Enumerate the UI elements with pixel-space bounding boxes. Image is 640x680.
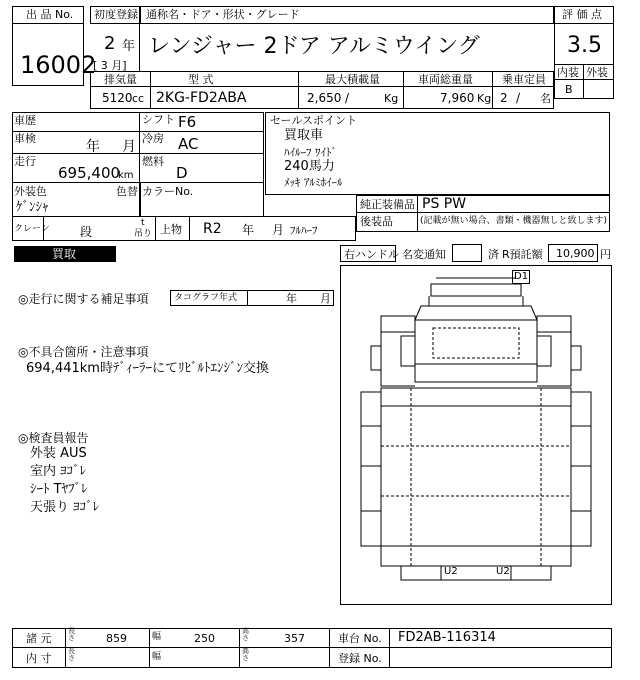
inspector-title: ◎検査員報告 — [18, 431, 89, 445]
recycle-label: 済 — [488, 248, 499, 261]
tachograph-label: タコグラフ年式 — [174, 293, 238, 303]
interior-label: 内装 — [557, 66, 579, 79]
capacity-unit: 名 — [540, 92, 551, 105]
tachograph-month-unit: 月 — [320, 292, 331, 305]
sales-point-line-2: ﾊｲﾙｰﾌ ﾜｲﾄﾞ — [284, 146, 337, 159]
grade-label: 評 価 点 — [562, 8, 602, 21]
mark-d1: D1 — [514, 271, 529, 282]
length-value: 859 — [106, 632, 127, 645]
aftermarket-note: (記載が無い場合、書類・機器無しと致します) — [420, 216, 608, 226]
sales-point-line-1: 買取車 — [284, 128, 324, 143]
first-reg-month: [ 3 月] — [93, 59, 127, 72]
aircon-label: 冷房 — [142, 132, 164, 145]
grade-value: 3.5 — [567, 33, 602, 58]
model-type-label: 型 式 — [188, 73, 214, 86]
lot-number: 16002 — [20, 51, 97, 79]
history-label: 車歴 — [14, 114, 36, 127]
dims-label: 諸 元 — [26, 632, 52, 645]
recycle-fee-label: R預託額 — [502, 248, 543, 261]
width-label: 幅 — [152, 632, 162, 642]
first-reg-year-unit: 年 — [122, 39, 136, 54]
change-notice-label: 名変通知 — [402, 248, 446, 261]
max-load-label: 最大積載量 — [325, 73, 380, 86]
defects-text: 694,441km時ﾃﾞｨｰﾗｰにてﾘﾋﾞﾙﾄｴﾝｼﾞﾝ交換 — [26, 361, 269, 376]
inspection-month-unit: 月 — [122, 139, 136, 155]
first-reg-label: 初度登録 — [94, 8, 138, 21]
height-label: 高さ — [242, 627, 249, 642]
driving-notes-title: ◎走行に関する補足事項 — [18, 292, 149, 306]
change-notice-box — [452, 244, 482, 262]
crane-stage-unit: 段 — [80, 225, 93, 239]
sales-point-line-3: 240馬力 — [284, 159, 335, 174]
chassis-label: 車台 No. — [338, 632, 382, 645]
crane-hang-unit: 吊り — [134, 229, 153, 239]
exterior-value-box — [583, 79, 614, 99]
max-load-unit: Kg — [384, 92, 399, 105]
color-no-label: 色替 — [116, 185, 138, 198]
deck-label: 上物 — [160, 223, 182, 236]
recycle-fee-value: 10,900 — [556, 247, 595, 260]
lot-label: 出 品 No. — [26, 8, 74, 21]
chassis-value: FD2AB-116314 — [398, 630, 496, 645]
mileage-unit: km — [118, 170, 134, 181]
color-no-divider — [140, 182, 141, 217]
displacement-value: 5120 — [102, 91, 133, 105]
exterior-label: 外装 — [586, 66, 608, 79]
gross-weight-label: 車両総重量 — [418, 73, 473, 86]
displacement-label: 排気量 — [104, 73, 137, 86]
sales-point-line-4: ﾒｯｷ ｱﾙﾐﾎｲｰﾙ — [284, 176, 343, 189]
capacity-slash: / — [516, 91, 521, 105]
shift-label: シフト — [142, 113, 175, 126]
standard-equipment-label: 純正装備品 — [360, 198, 415, 211]
deck-month-unit: 月 — [272, 223, 285, 237]
max-load-value: 2,650 — [307, 91, 342, 105]
length-label: 長さ — [68, 627, 75, 642]
inspector-line-3: ｼｰﾄ Tﾔﾌﾞﾚ — [30, 482, 88, 497]
deck-type: ﾌﾙﾊｰﾌ — [290, 224, 318, 237]
recycle-fee-unit: 円 — [600, 248, 611, 261]
crane-ton-unit: t — [141, 218, 145, 228]
model-type-value: 2KG-FD2ABA — [156, 90, 247, 106]
max-load-slash: / — [345, 91, 350, 105]
height-label-2: 高さ — [242, 647, 249, 662]
width-label-2: 幅 — [152, 652, 162, 662]
fuel-label: 燃料 — [142, 155, 164, 168]
inspection-year-unit: 年 — [86, 139, 100, 155]
inspector-line-2: 室内 ﾖｺﾞﾚ — [30, 464, 87, 479]
mark-u2-right: U2 — [496, 566, 510, 577]
gross-weight-unit: Kg — [477, 92, 492, 105]
capacity-label: 乗車定員 — [502, 73, 546, 86]
vehicle-diagram — [340, 265, 612, 605]
interior-value: B — [565, 83, 573, 96]
deck-year-unit: 年 — [242, 223, 255, 237]
height-value: 357 — [284, 632, 305, 645]
truck-outline — [341, 266, 611, 604]
displacement-unit: cc — [132, 92, 145, 105]
sales-points-label: セールスポイント — [270, 114, 358, 127]
deck-year: R2 — [203, 221, 222, 237]
purchase-banner-text: 買取 — [52, 247, 77, 261]
capacity-value: 2 — [500, 91, 508, 105]
ext-color-label: 外装色 — [14, 185, 47, 198]
first-reg-year: 2 — [104, 33, 116, 54]
aftermarket-label: 後装品 — [360, 215, 393, 228]
width-value: 250 — [194, 632, 215, 645]
shift-value: F6 — [178, 113, 197, 131]
crane-label: クレーン — [14, 224, 50, 234]
model-name-label: 通称名・ドア・形状・グレード — [146, 8, 300, 21]
registration-label: 登録 No. — [338, 652, 382, 665]
tachograph-year-unit: 年 — [286, 292, 297, 305]
defects-title: ◎不具合箇所・注意事項 — [18, 345, 149, 359]
gross-weight-value: 7,960 — [440, 91, 475, 105]
length-label-2: 長さ — [68, 647, 75, 662]
inspector-line-4: 天張り ﾖｺﾞﾚ — [30, 500, 100, 515]
mark-u2-left: U2 — [444, 566, 458, 577]
aircon-value: AC — [178, 135, 199, 153]
standard-equipment-value: PS PW — [422, 196, 467, 212]
ext-color-value: ｹﾞﾝｼｬ — [16, 200, 49, 215]
mileage-value: 695,400 — [58, 164, 121, 182]
first-reg-divider — [90, 23, 140, 71]
rhd-label: 右ハンドル — [344, 248, 399, 261]
inspector-line-1: 外装 AUS — [30, 446, 87, 461]
interior-dims-label: 内 寸 — [26, 652, 52, 665]
fuel-value: D — [176, 164, 188, 182]
mileage-label: 走行 — [14, 155, 36, 168]
inspection-label: 車検 — [14, 132, 36, 145]
color-code-label: カラーNo. — [142, 185, 194, 198]
model-name: レンジャー 2ドア アルミウイング — [148, 34, 480, 59]
